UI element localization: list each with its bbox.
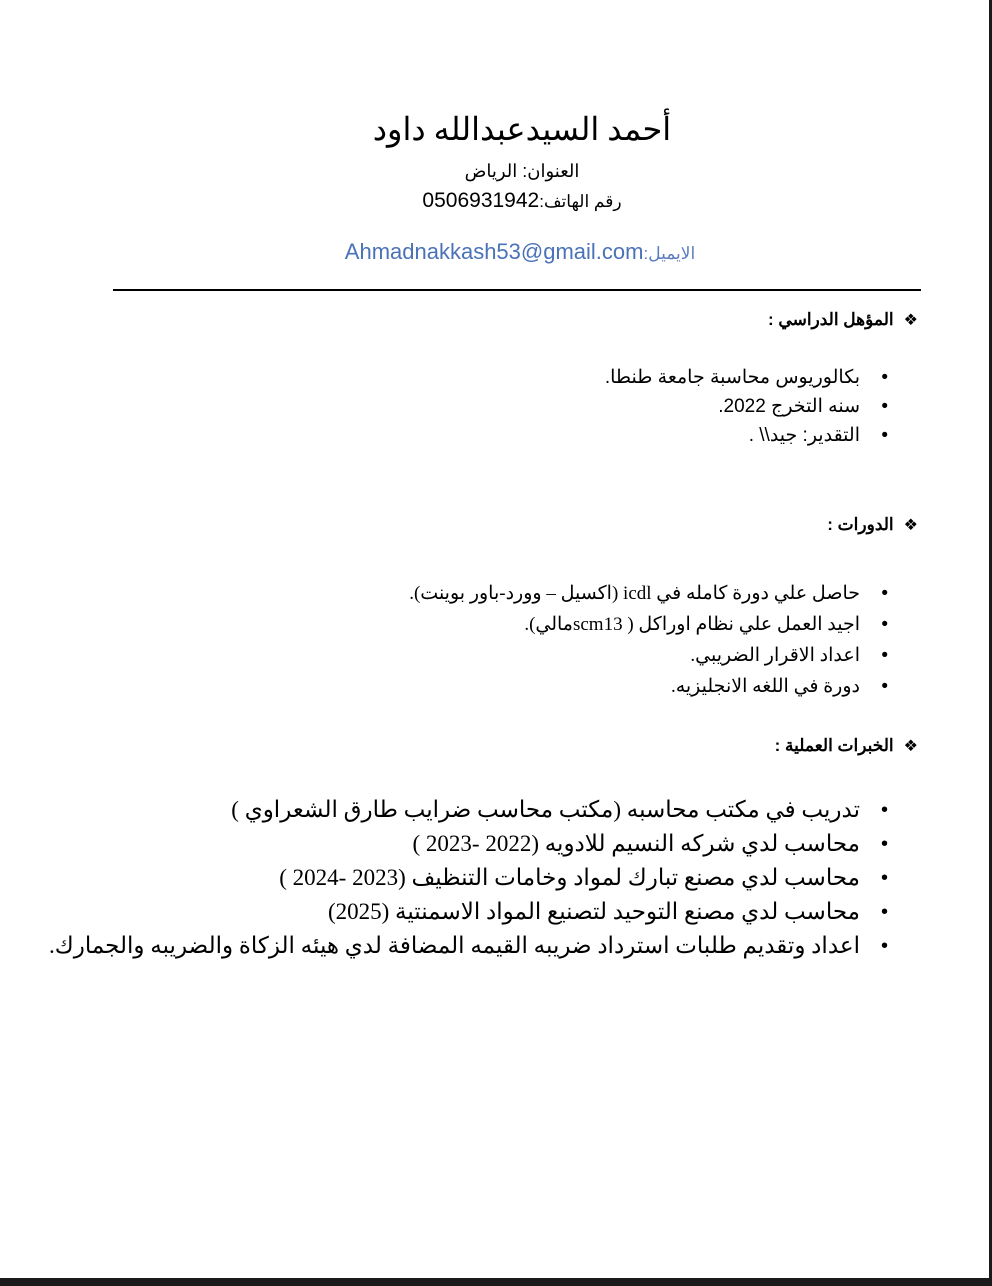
- section-experience-title: [775, 736, 918, 756]
- page-edge-bottom: [0, 1278, 992, 1286]
- list-item: • التقدير: جيد\\ .: [40, 421, 860, 450]
- email-line: [24, 239, 992, 265]
- email-link[interactable]: Ahmadnakkash53@gmail.com: [344, 239, 644, 264]
- courses-list: [40, 578, 860, 702]
- list-item: • اعداد الاقرار الضريبي.: [40, 640, 860, 671]
- section-title-text: الخبرات العملية :: [774, 736, 894, 755]
- address-line: العنوان: الرياض: [464, 161, 580, 181]
- phone-label: رقم الهاتف:: [539, 192, 622, 211]
- section-title-text: المؤهل الدراسي :: [768, 310, 894, 329]
- education-list: [40, 363, 860, 450]
- experience-list: [40, 793, 860, 963]
- diamond-bullet-icon: ❖: [903, 517, 918, 534]
- email-label: الايميل:: [643, 244, 696, 263]
- diamond-bullet-icon: ❖: [903, 738, 918, 755]
- list-item: • تدريب في مكتب محاسبه (مكتب محاسب ضرايب طارق الشعراوي ): [40, 793, 860, 827]
- diamond-bullet-icon: ❖: [903, 312, 918, 329]
- phone-number: 0506931942: [422, 189, 540, 212]
- list-item: • دورة في اللغه الانجليزيه.: [40, 671, 860, 702]
- phone-line: [26, 189, 992, 213]
- list-item: • سنه التخرج 2022.: [40, 392, 860, 421]
- list-item: • محاسب لدي شركه النسيم للادويه (2022 -2023 ): [40, 827, 860, 861]
- candidate-name: أحمد السيدعبدالله داود: [372, 111, 672, 147]
- list-item: • اعداد وتقديم طلبات استرداد ضريبه القيمه المضافة لدي هيئه الزكاة والضريبه والجمارك.: [40, 929, 860, 963]
- list-item: • بكالوريوس محاسبة جامعة طنطا.: [40, 363, 860, 392]
- list-item: • حاصل علي دورة كامله في icdl (اكسيل – وورد-باور بوينت).: [40, 578, 860, 609]
- list-item: • محاسب لدي مصنع التوحيد لتصنيع المواد الاسمنتية (2025): [40, 895, 860, 929]
- list-item: • اجيد العمل علي نظام اوراكل ( scm13مالي).: [40, 609, 860, 640]
- section-education-title: [768, 310, 918, 330]
- list-item: • محاسب لدي مصنع تبارك لمواد وخامات التنظيف (2023 -2024 ): [40, 861, 860, 895]
- section-title-text: الدورات :: [827, 515, 894, 534]
- section-courses-title: [827, 515, 918, 535]
- header-divider: [113, 289, 921, 291]
